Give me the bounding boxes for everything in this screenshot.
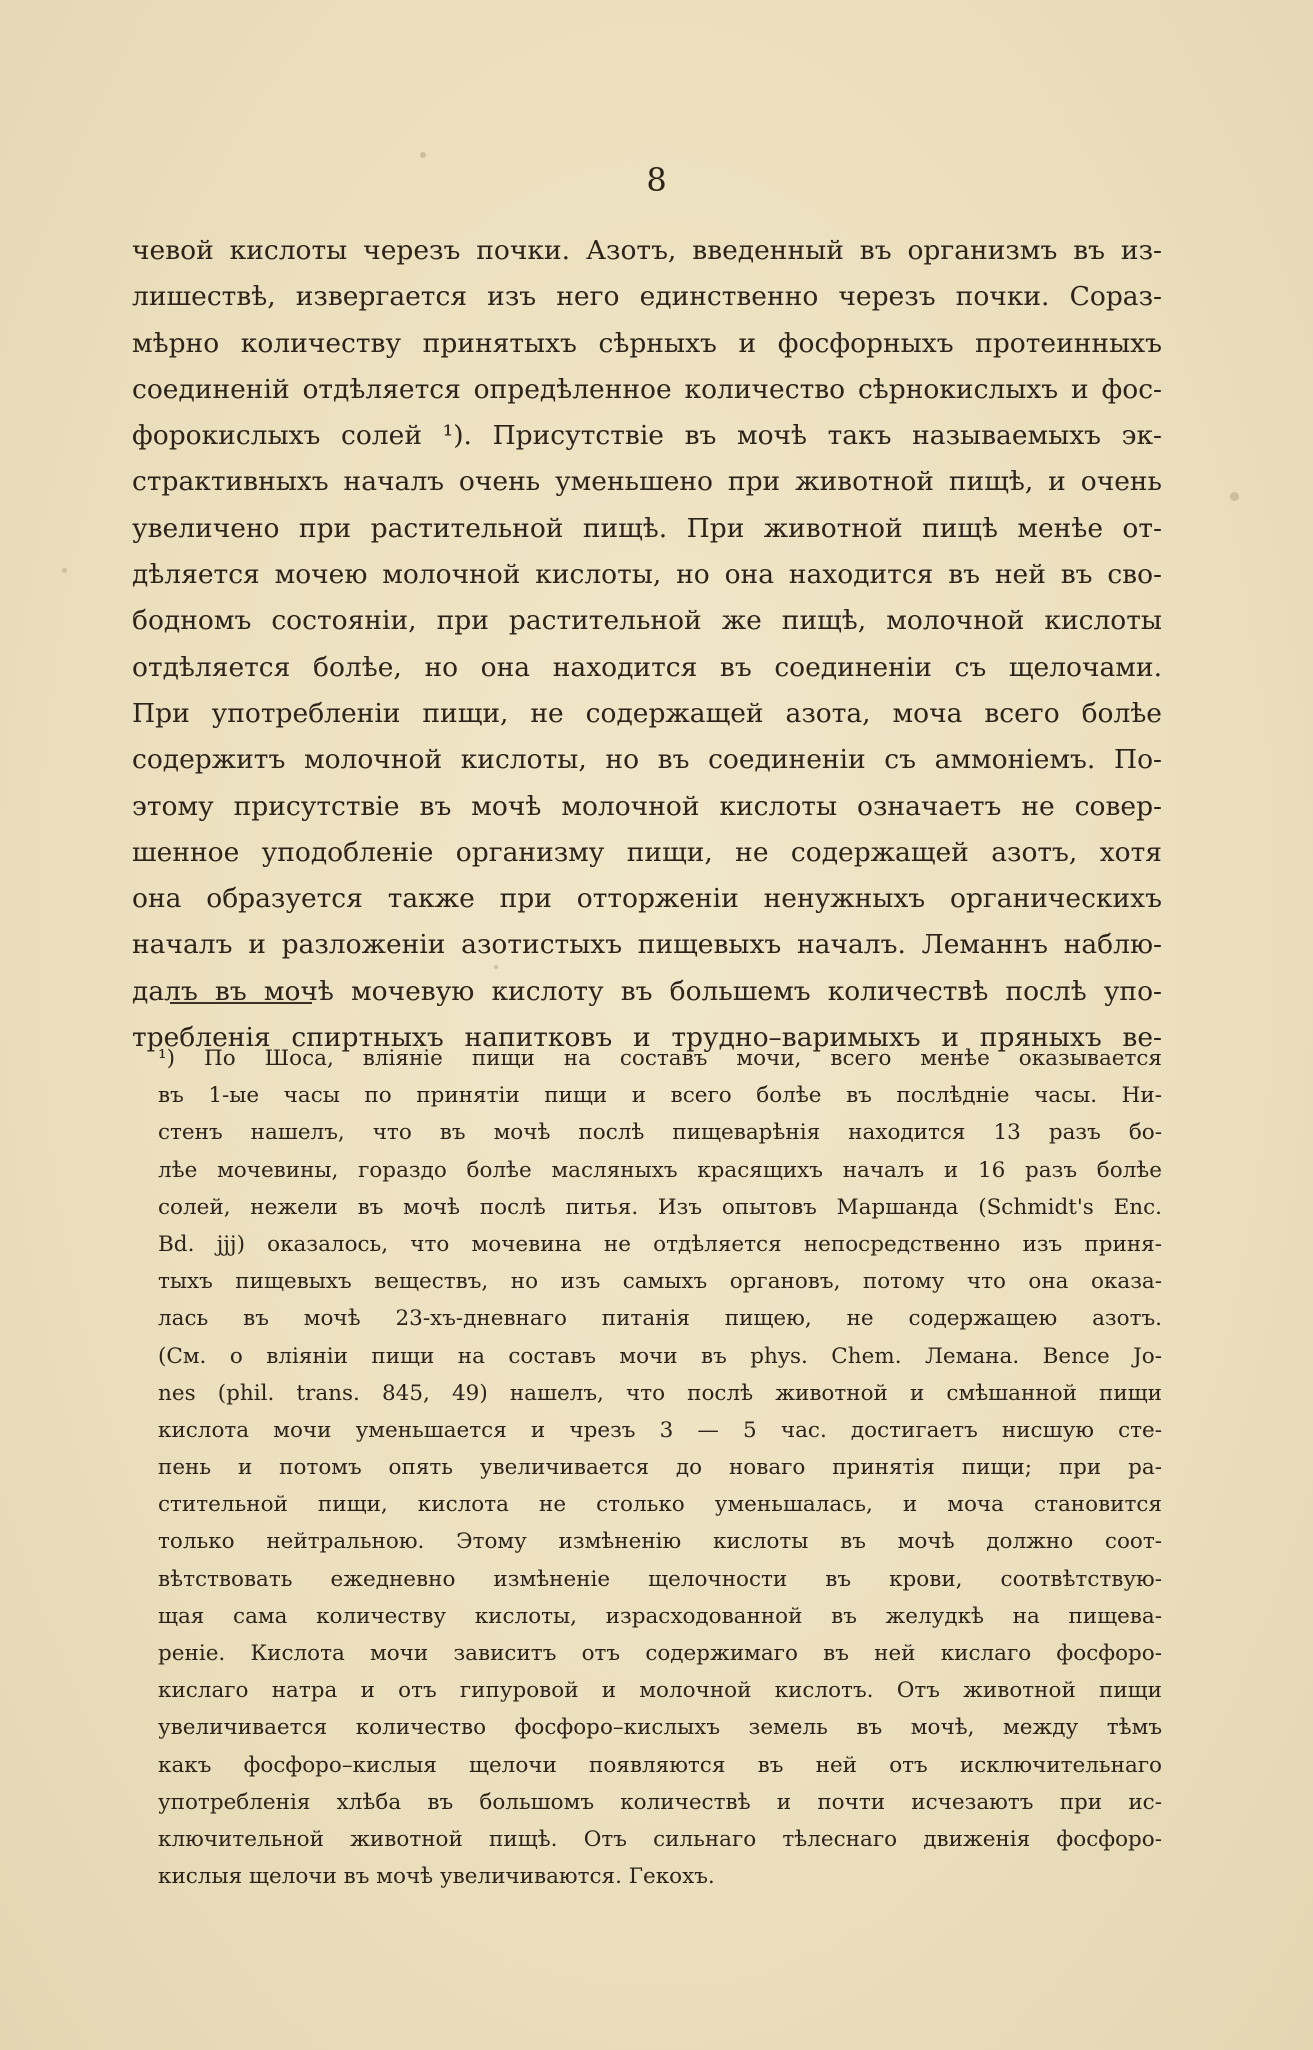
footnote-line: Bd. jjj) оказалось, что мочевина не отдѣляется непосредственно изъ приня- (158, 1231, 1162, 1257)
body-line: содержитъ молочной кислоты, но въ соединеніи съ аммоніемъ. По- (132, 744, 1162, 776)
footnote-line: лась въ мочѣ 23-хъ-дневнаго питанія пищею, не содержащею азотъ. (158, 1306, 1162, 1332)
body-line: она образуется также при отторженіи ненужныхъ органическихъ (132, 883, 1162, 915)
body-line: отдѣляется болѣе, но она находится въ соединеніи съ щелочами. (132, 651, 1162, 683)
body-line: далъ въ мочѣ мочевую кислоту въ большемъ количествѣ послѣ упо- (132, 975, 1162, 1007)
footnote-line: вѣтствовать ежедневно измѣненіе щелочности въ крови, соотвѣтствую- (158, 1566, 1162, 1592)
body-line: лишествѣ, извергается изъ него единственно черезъ почки. Сораз- (132, 281, 1162, 313)
body-line: началъ и разложеніи азотистыхъ пищевыхъ началъ. Леманнъ наблю- (132, 929, 1162, 961)
body-line: требленія спиртныхъ напитковъ и трудно–варимыхъ и пряныхъ ве- (132, 1022, 1162, 1054)
footnote-text (158, 1040, 1162, 1895)
footnote-line: только нейтральною. Этому измѣненію кислоты въ мочѣ должно соот- (158, 1529, 1162, 1555)
footnote-line: солей, нежели въ мочѣ послѣ питья. Изъ опытовъ Маршанда (Schmidt's Enc. (158, 1194, 1162, 1220)
body-line: соединеній отдѣляется опредѣленное количество сѣрнокислыхъ и фос- (132, 373, 1162, 405)
body-line: форокислыхъ солей ¹). Присутствіе въ мочѣ такъ называемыхъ эк- (132, 420, 1162, 452)
footnote-line: какъ фосфоро–кислыя щелочи появляются въ ней отъ исключительнаго (158, 1752, 1162, 1778)
body-line: этому присутствіе въ мочѣ молочной кислоты означаетъ не совер- (132, 790, 1162, 822)
body-line: При употребленіи пищи, не содержащей азота, моча всего болѣе (132, 697, 1162, 729)
footnote-line: ¹) По Шоса, вліяніе пищи на составъ мочи, всего менѣе оказывается (158, 1046, 1162, 1071)
footnote-line: реніе. Кислота мочи зависитъ отъ содержимаго въ ней кислаго фосфоро- (158, 1641, 1162, 1666)
body-line: дѣляется мочею молочной кислоты, но она находится въ ней въ сво- (132, 559, 1162, 591)
footnote-line: пень и потомъ опять увеличивается до новаго принятія пищи; при ра- (158, 1455, 1162, 1481)
paper-speck (62, 568, 67, 573)
body-line: мѣрно количеству принятыхъ сѣрныхъ и фосфорныхъ протеинныхъ (132, 327, 1162, 359)
footnote-line: лѣе мочевины, гораздо болѣе масляныхъ красящихъ началъ и 16 разъ болѣе (158, 1157, 1162, 1183)
footnote-line: nes (phil. trans. 845, 49) нашелъ, что послѣ животной и смѣшанной пищи (158, 1380, 1162, 1406)
footnote-separator-rule (170, 1002, 312, 1004)
footnote-line: употребленія хлѣба въ большомъ количествѣ и почти исчезаютъ при ис- (158, 1789, 1162, 1815)
body-line: бодномъ состояніи, при растительной же пищѣ, молочной кислоты (132, 605, 1162, 637)
footnote-line: тыхъ пищевыхъ веществъ, но изъ самыхъ органовъ, потому что она оказа- (158, 1269, 1162, 1295)
page-number: 8 (646, 161, 667, 199)
footnote-line: щая сама количеству кислоты, израсходованной въ желудкѣ на пищева- (158, 1603, 1162, 1629)
body-line: чевой кислоты черезъ почки. Азотъ, введенный въ организмъ въ из- (132, 235, 1162, 266)
body-line: страктивныхъ началъ очень уменьшено при животной пищѣ, и очень (132, 466, 1162, 498)
footnote-line: ключительной животной пищѣ. Отъ сильнаго тѣлеснаго движенія фосфоро- (158, 1826, 1162, 1852)
footnote-line: кислота мочи уменьшается и чрезъ 3 — 5 час. достигаетъ нисшую сте- (158, 1417, 1162, 1443)
footnote-line: стенъ нашелъ, что въ мочѣ послѣ пищеварѣнія находится 13 разъ бо- (158, 1120, 1162, 1146)
footnote-line: стительной пищи, кислота не столько уменьшалась, и моча становится (158, 1492, 1162, 1518)
footnote-line: увеличивается количество фосфоро–кислыхъ земель въ мочѣ, между тѣмъ (158, 1715, 1162, 1741)
body-line: увеличено при растительной пищѣ. При животной пищѣ менѣе от- (132, 512, 1162, 544)
footnote-line: въ 1-ые часы по принятіи пищи и всего болѣе въ послѣдніе часы. Ни- (158, 1083, 1162, 1109)
main-body-text (132, 228, 1162, 1061)
footnote-line: кислаго натра и отъ гипуровой и молочной кислотъ. Отъ животной пищи (158, 1678, 1162, 1704)
paper-speck (420, 152, 426, 158)
footnote-line: (См. о вліяніи пищи на составъ мочи въ phys. Chem. Лемана. Bence Jo- (158, 1343, 1162, 1369)
body-line: шенное уподобленіе организму пищи, не содержащей азотъ, хотя (132, 836, 1162, 868)
paper-speck (1230, 492, 1239, 501)
footnote-line: кислыя щелочи въ мочѣ увеличиваются. Гекохъ. (158, 1864, 715, 1890)
